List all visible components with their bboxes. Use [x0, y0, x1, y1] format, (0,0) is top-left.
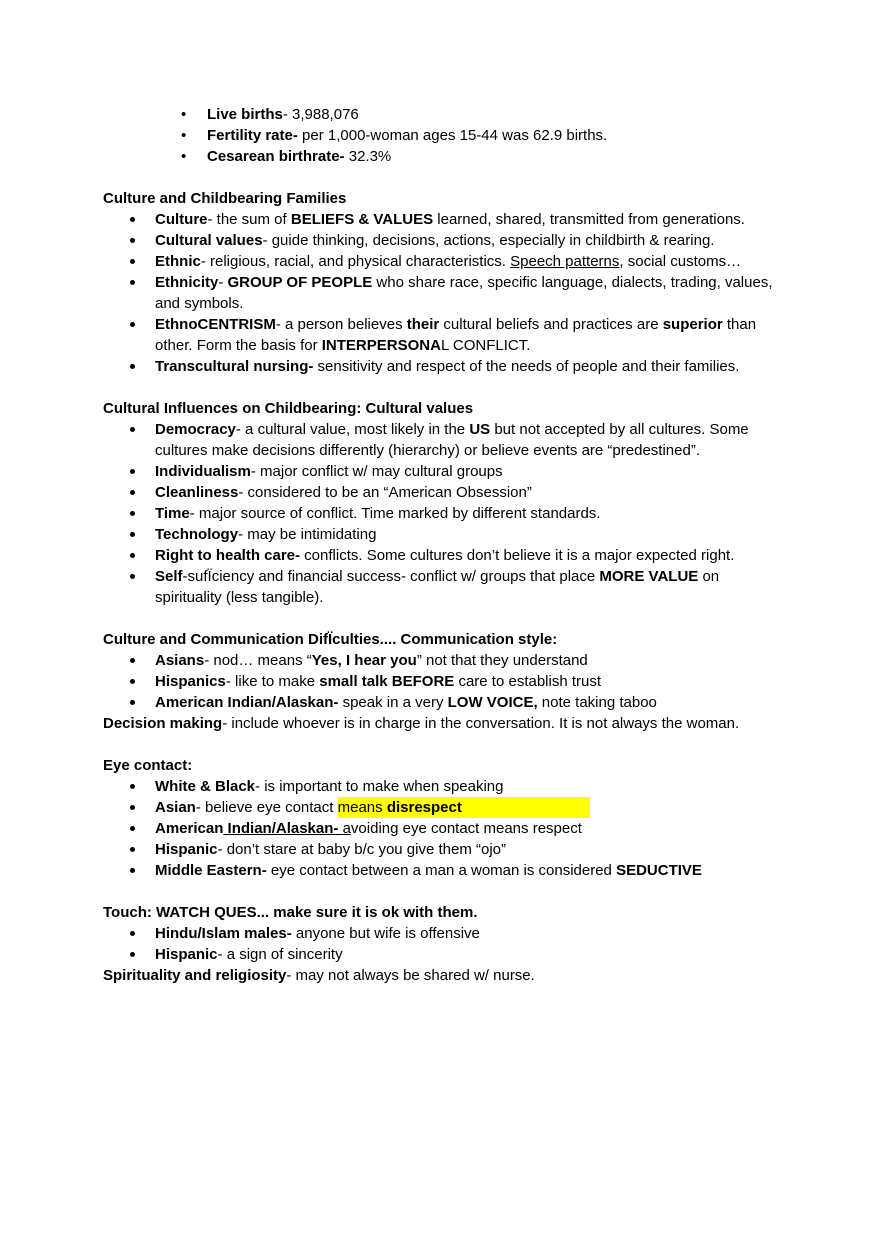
list-item: Cleanliness- considered to be an “American Obsession” — [103, 482, 783, 503]
bullet-icon — [130, 679, 135, 684]
culture-families-list — [103, 209, 783, 377]
list-item: Transcultural nursing- sensitivity and respect of the needs of people and their families. — [103, 356, 783, 377]
list-item: Individualism- major conflict w/ may cultural groups — [103, 461, 783, 482]
touch-list — [103, 923, 783, 965]
list-item: Hispanic- don’t stare at baby b/c you give them “ojo” — [103, 839, 783, 860]
bullet-icon — [130, 259, 135, 264]
list-item: Middle Eastern- eye contact between a man a woman is considered SEDUCTIVE — [103, 860, 783, 881]
eye-contact-list — [103, 776, 783, 881]
list-item: Ethnicity- GROUP OF PEOPLE who share race, specific language, dialects, trading, values, and symbols. — [103, 272, 783, 314]
communication-style-list — [103, 650, 783, 713]
list-item: EthnoCENTRISM- a person believes their cultural beliefs and practices are superior than other. Form the basis for INTERPERSONAL CONFLICT. — [103, 314, 783, 356]
list-item: American Indian/Alaskan- speak in a very LOW VOICE, note taking taboo — [103, 692, 783, 713]
bullet-icon — [130, 532, 135, 537]
section-heading-cultural-influences: Cultural Influences on Childbearing: Cultural values — [103, 400, 474, 417]
bullet-icon — [130, 952, 135, 957]
section-heading-culture-families: Culture and Childbearing Families — [103, 190, 347, 207]
list-item: Ethnic- religious, racial, and physical characteristics. Speech patterns, social customs… — [103, 251, 783, 272]
list-item: Hispanic- a sign of sincerity — [103, 944, 783, 965]
bullet-icon — [130, 826, 135, 831]
list-item: American Indian/Alaskan- avoiding eye contact means respect — [103, 818, 783, 839]
bullet-icon — [130, 427, 135, 432]
bullet-icon — [130, 238, 135, 243]
list-item: Time- major source of conflict. Time marked by different standards. — [103, 503, 783, 524]
list-item: Hindu/Islam males- anyone but wife is offensive — [103, 923, 783, 944]
list-item: • Fertility rate- per 1,000-woman ages 15-44 was 62.9 births. — [181, 125, 783, 146]
list-item: Asians- nod… means “Yes, I hear you” not that they understand — [103, 650, 783, 671]
list-item: Technology- may be intimidating — [103, 524, 783, 545]
bullet-icon — [130, 280, 135, 285]
bullet-icon — [130, 700, 135, 705]
section-heading-eye-contact: Eye contact: — [103, 757, 193, 774]
bullet-icon — [130, 217, 135, 222]
list-item: Hispanics- like to make small talk BEFORE care to establish trust — [103, 671, 783, 692]
list-item: Cultural values- guide thinking, decisions, actions, especially in childbirth & rearing. — [103, 230, 783, 251]
bullet-icon — [130, 574, 135, 579]
bullet-icon — [130, 658, 135, 663]
bullet-icon — [130, 511, 135, 516]
bullet-icon — [130, 868, 135, 873]
list-item: Democracy- a cultural value, most likely in the US but not accepted by all cultures. Some cultures make decisions differently (hierarchy) or believe events are “predestined”. — [103, 419, 783, 461]
bullet-icon — [130, 490, 135, 495]
birth-stats-list — [181, 104, 783, 167]
bullet-icon — [130, 469, 135, 474]
list-item: Self-sufÏciency and financial success- conflict w/ groups that place MORE VALUE on spirituality (less tangible). — [103, 566, 783, 608]
bullet-icon — [130, 322, 135, 327]
document-page — [103, 104, 783, 986]
bullet-icon — [130, 805, 135, 810]
bullet-icon — [130, 847, 135, 852]
list-item: • Live births- 3,988,076 — [181, 104, 783, 125]
bullet-icon — [130, 784, 135, 789]
bullet-icon — [130, 931, 135, 936]
section-heading-communication: Culture and Communication DifÏculties.... Communication style: — [103, 631, 558, 648]
highlighted-text: means disrespect — [338, 797, 590, 818]
cultural-values-list — [103, 419, 783, 608]
list-item: • Cesarean birthrate- 32.3% — [181, 146, 783, 167]
list-item: Asian- believe eye contact means disrespect — [103, 797, 783, 818]
bullet-icon — [130, 364, 135, 369]
bullet-icon — [130, 553, 135, 558]
decision-making-paragraph: Decision making- include whoever is in charge in the conversation. It is not always the woman. — [103, 715, 740, 732]
section-heading-touch: Touch: WATCH QUES... make sure it is ok with them. — [103, 904, 478, 921]
list-item: White & Black- is important to make when speaking — [103, 776, 783, 797]
list-item: Right to health care- conflicts. Some cultures don’t believe it is a major expected right. — [103, 545, 783, 566]
spirituality-paragraph: Spirituality and religiosity- may not always be shared w/ nurse. — [103, 967, 535, 984]
list-item: Culture- the sum of BELIEFS & VALUES learned, shared, transmitted from generations. — [103, 209, 783, 230]
